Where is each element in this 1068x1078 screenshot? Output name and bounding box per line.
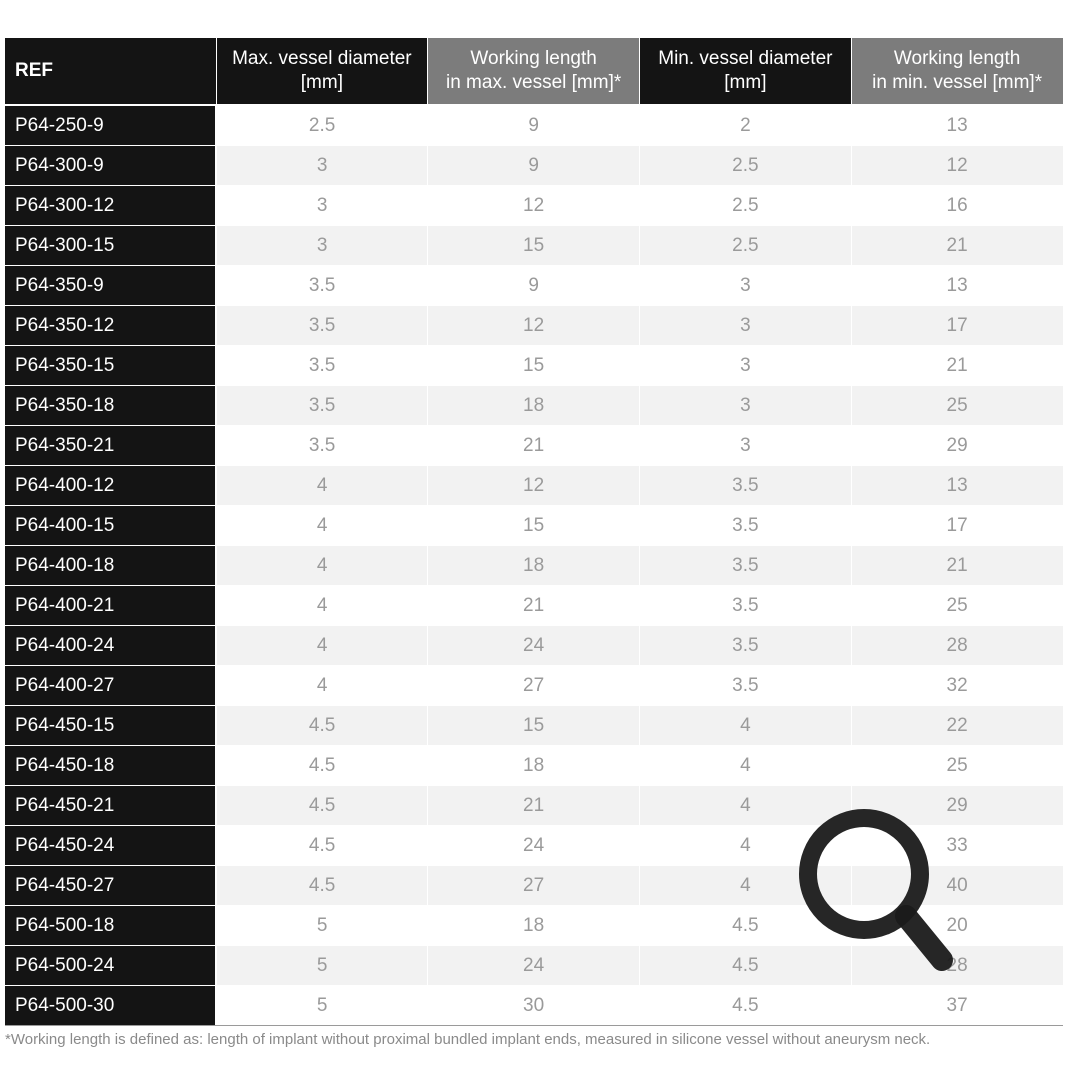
- table-header: [5, 38, 1063, 105]
- value-cell: 9: [428, 266, 640, 306]
- value-cell: 16: [851, 186, 1063, 226]
- column-header-line: Working length: [470, 48, 597, 69]
- value-cell: 4: [216, 586, 428, 626]
- ref-cell: P64-400-24: [5, 626, 216, 666]
- ref-cell: P64-350-18: [5, 386, 216, 426]
- table-row: [5, 426, 1063, 466]
- ref-cell: P64-400-15: [5, 506, 216, 546]
- value-cell: 3: [216, 226, 428, 266]
- value-cell: 2.5: [640, 226, 852, 266]
- column-header-line: REF: [15, 60, 53, 81]
- table-row: [5, 706, 1063, 746]
- value-cell: 9: [428, 146, 640, 186]
- value-cell: 30: [428, 986, 640, 1026]
- column-header-4: [851, 38, 1063, 105]
- value-cell: 5: [216, 906, 428, 946]
- table-row: [5, 226, 1063, 266]
- table-row: [5, 546, 1063, 586]
- ref-cell: P64-350-9: [5, 266, 216, 306]
- value-cell: 18: [428, 546, 640, 586]
- value-cell: 2.5: [216, 105, 428, 146]
- value-cell: 4: [640, 746, 852, 786]
- value-cell: 24: [428, 826, 640, 866]
- value-cell: 3.5: [216, 386, 428, 426]
- value-cell: 21: [428, 586, 640, 626]
- value-cell: 4.5: [640, 986, 852, 1026]
- value-cell: 28: [851, 626, 1063, 666]
- table-row: [5, 986, 1063, 1026]
- table-row: [5, 346, 1063, 386]
- value-cell: 4: [640, 866, 852, 906]
- table-row: [5, 506, 1063, 546]
- value-cell: 18: [428, 746, 640, 786]
- value-cell: 29: [851, 786, 1063, 826]
- ref-cell: P64-400-27: [5, 666, 216, 706]
- value-cell: 21: [428, 426, 640, 466]
- value-cell: 22: [851, 706, 1063, 746]
- ref-cell: P64-400-21: [5, 586, 216, 626]
- value-cell: 3: [216, 186, 428, 226]
- value-cell: 13: [851, 266, 1063, 306]
- table-bottom-rule: [5, 1025, 1063, 1026]
- column-header-line: in min. vessel [mm]*: [872, 72, 1043, 93]
- value-cell: 29: [851, 426, 1063, 466]
- ref-cell: P64-450-18: [5, 746, 216, 786]
- value-cell: 3.5: [216, 266, 428, 306]
- column-header-1: [216, 38, 428, 105]
- ref-cell: P64-300-9: [5, 146, 216, 186]
- value-cell: 17: [851, 506, 1063, 546]
- value-cell: 21: [428, 786, 640, 826]
- value-cell: 12: [851, 146, 1063, 186]
- ref-cell: P64-450-27: [5, 866, 216, 906]
- ref-cell: P64-350-21: [5, 426, 216, 466]
- table-header-row: [5, 38, 1063, 105]
- magnifier-zoom-icon[interactable]: [790, 800, 970, 980]
- value-cell: 3.5: [640, 506, 852, 546]
- table-row: [5, 105, 1063, 146]
- value-cell: 5: [216, 986, 428, 1026]
- ref-cell: P64-250-9: [5, 105, 216, 146]
- value-cell: 3.5: [640, 586, 852, 626]
- value-cell: 20: [851, 906, 1063, 946]
- value-cell: 13: [851, 105, 1063, 146]
- value-cell: 2.5: [640, 186, 852, 226]
- value-cell: 4: [216, 626, 428, 666]
- column-header-2: [428, 38, 640, 105]
- table-row: [5, 306, 1063, 346]
- value-cell: 25: [851, 386, 1063, 426]
- value-cell: 12: [428, 466, 640, 506]
- value-cell: 24: [428, 946, 640, 986]
- value-cell: 15: [428, 506, 640, 546]
- value-cell: 3.5: [216, 426, 428, 466]
- value-cell: 21: [851, 546, 1063, 586]
- ref-cell: P64-450-24: [5, 826, 216, 866]
- value-cell: 4: [216, 506, 428, 546]
- column-header-line: [mm]: [724, 72, 767, 93]
- value-cell: 4.5: [216, 826, 428, 866]
- value-cell: 3.5: [640, 626, 852, 666]
- value-cell: 3.5: [216, 346, 428, 386]
- value-cell: 4.5: [216, 746, 428, 786]
- table-row: [5, 626, 1063, 666]
- value-cell: 15: [428, 346, 640, 386]
- ref-cell: P64-300-15: [5, 226, 216, 266]
- value-cell: 15: [428, 226, 640, 266]
- column-header-line: Min. vessel diameter: [658, 48, 833, 69]
- value-cell: 24: [428, 626, 640, 666]
- ref-cell: P64-400-12: [5, 466, 216, 506]
- table-row: [5, 586, 1063, 626]
- ref-cell: P64-400-18: [5, 546, 216, 586]
- value-cell: 32: [851, 666, 1063, 706]
- value-cell: 21: [851, 226, 1063, 266]
- value-cell: 3.5: [640, 546, 852, 586]
- table-row: [5, 466, 1063, 506]
- value-cell: 4.5: [216, 786, 428, 826]
- column-header-line: in max. vessel [mm]*: [445, 72, 622, 93]
- value-cell: 3.5: [216, 306, 428, 346]
- table-row: [5, 666, 1063, 706]
- value-cell: 3: [640, 266, 852, 306]
- value-cell: 18: [428, 386, 640, 426]
- value-cell: 12: [428, 306, 640, 346]
- value-cell: 4: [216, 466, 428, 506]
- value-cell: 4: [640, 786, 852, 826]
- value-cell: 25: [851, 586, 1063, 626]
- value-cell: 3: [640, 346, 852, 386]
- value-cell: 27: [428, 666, 640, 706]
- value-cell: 3: [640, 386, 852, 426]
- value-cell: 4: [640, 826, 852, 866]
- ref-cell: P64-350-15: [5, 346, 216, 386]
- value-cell: 12: [428, 186, 640, 226]
- table-row: [5, 146, 1063, 186]
- value-cell: 3.5: [640, 666, 852, 706]
- table-row: [5, 186, 1063, 226]
- column-header-line: Working length: [893, 48, 1021, 69]
- value-cell: 27: [428, 866, 640, 906]
- column-header-0: [5, 38, 216, 105]
- ref-cell: P64-450-21: [5, 786, 216, 826]
- value-cell: 4.5: [640, 946, 852, 986]
- value-cell: 4: [216, 546, 428, 586]
- ref-cell: P64-500-18: [5, 906, 216, 946]
- value-cell: 21: [851, 346, 1063, 386]
- value-cell: 3: [216, 146, 428, 186]
- value-cell: 28: [851, 946, 1063, 986]
- working-length-footnote: *Working length is defined as: length of implant without proximal bundled implant ends, measured in silicone vessel without aneurysm neck.: [5, 1031, 931, 1048]
- value-cell: 18: [428, 906, 640, 946]
- ref-cell: P64-350-12: [5, 306, 216, 346]
- ref-cell: P64-450-15: [5, 706, 216, 746]
- column-header-line: Max. vessel diameter: [232, 48, 412, 69]
- value-cell: 2: [640, 105, 852, 146]
- value-cell: 37: [851, 986, 1063, 1026]
- value-cell: 4: [216, 666, 428, 706]
- value-cell: 40: [851, 866, 1063, 906]
- value-cell: 4.5: [216, 706, 428, 746]
- value-cell: 3.5: [640, 466, 852, 506]
- magnifier-handle: [906, 916, 942, 960]
- table-row: [5, 746, 1063, 786]
- value-cell: 33: [851, 826, 1063, 866]
- value-cell: 4.5: [640, 906, 852, 946]
- value-cell: 9: [428, 105, 640, 146]
- table-row: [5, 266, 1063, 306]
- ref-cell: P64-500-30: [5, 986, 216, 1026]
- value-cell: 13: [851, 466, 1063, 506]
- value-cell: 17: [851, 306, 1063, 346]
- table-row: [5, 386, 1063, 426]
- value-cell: 5: [216, 946, 428, 986]
- value-cell: 3: [640, 306, 852, 346]
- value-cell: 4.5: [216, 866, 428, 906]
- value-cell: 4: [640, 706, 852, 746]
- ref-cell: P64-300-12: [5, 186, 216, 226]
- column-header-3: [640, 38, 852, 105]
- value-cell: 25: [851, 746, 1063, 786]
- column-header-line: [mm]: [300, 72, 343, 93]
- value-cell: 3: [640, 426, 852, 466]
- value-cell: 2.5: [640, 146, 852, 186]
- value-cell: 15: [428, 706, 640, 746]
- ref-cell: P64-500-24: [5, 946, 216, 986]
